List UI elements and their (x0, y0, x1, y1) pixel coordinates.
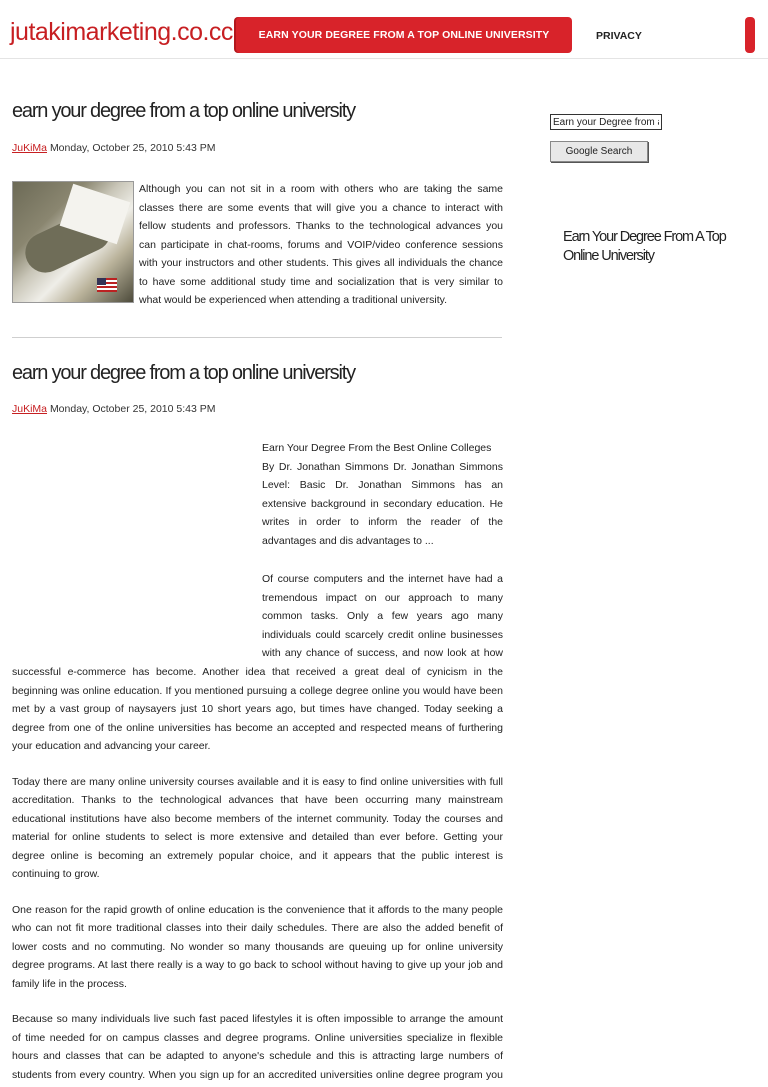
text-line: Because so many individuals live such fast paced lifestyles it is often impossible to arrange the amount (12, 1013, 503, 1025)
post-date: Monday, October 25, 2010 5:43 PM (49, 142, 216, 154)
google-search-button[interactable]: Google Search (550, 141, 648, 162)
post-date: Monday, October 25, 2010 5:43 PM (49, 403, 216, 415)
text-line: writes in order to inform the reader of the (262, 516, 503, 528)
text-line: Today there are many online university courses available and it is easy to find online universities with full (12, 775, 503, 788)
post-author-link[interactable]: JuKiMa (12, 142, 48, 154)
text-line: One reason for the rapid growth of online education is the convenience that it affords to the many people (12, 903, 503, 916)
post-body-narrow (262, 570, 503, 663)
post-intro (262, 439, 503, 550)
text-line: with any chance of success, and now look at how (262, 647, 503, 659)
text-line: Of course computers and the internet have had a (262, 573, 503, 585)
text-line: extensive background in secondary education. He (262, 497, 503, 510)
text-line: to have some additional study time and socialization that is very similar to (139, 275, 503, 288)
text-line: individuals could scarcely credit online businesses (262, 628, 503, 641)
nav-tab-earn-degree[interactable]: EARN YOUR DEGREE FROM A TOP ONLINE UNIVERSITY (236, 17, 572, 53)
text-line: Earn Your Degree From the Best Online Colleges (262, 442, 492, 454)
header-decoration (745, 17, 755, 53)
paragraph (12, 901, 503, 994)
text-line: students from every country. When you sign up for an accredited universities online degree program you (12, 1068, 503, 1081)
text-line: successful e-commerce has become. Another idea that received a great deal of cynicism in the (12, 666, 503, 678)
text-line: your education and advancing your career. (12, 740, 211, 752)
text-line: hours and classes that can be adapted to anyone's schedule and this is attracting large numbers of (12, 1050, 503, 1062)
post-author-link[interactable]: JuKiMa (12, 403, 48, 415)
header-divider (0, 58, 768, 59)
nav-tab-privacy[interactable]: PRIVACY (596, 30, 642, 42)
text-line: degree from one of the online universities has become an accepted and respected means of furthering (12, 721, 503, 734)
text-line: Level: Basic Dr. Jonathan Simmons has an (262, 479, 503, 491)
text-line: lower costs and no commuting. No wonder so many thousands are queuing up for online university (12, 940, 503, 953)
post-divider (12, 337, 502, 338)
text-line: family life in the process. (12, 977, 127, 990)
text-line: who can not fit more traditional classes into their daily schedules. There are also the added benefit of (12, 922, 503, 934)
text-line: continuing to grow. (12, 868, 100, 880)
post-meta (12, 142, 216, 154)
text-line: accreditation. Thanks to the technological advances that have been occurring many mainstream (12, 794, 503, 806)
text-line: Although you can not sit in a room with others who are taking the same (139, 183, 503, 195)
paragraph (12, 773, 503, 884)
text-line: educational institutions have also become members of the internet community. Today the courses and (12, 812, 503, 825)
post-meta (12, 403, 216, 415)
text-line: common tasks. Only a few years ago many (262, 610, 503, 622)
text-line: beginning was online education. If you mentioned pursuing a college degree online you would have been (12, 684, 503, 697)
text-line: degree programs. At last there really is a way to go back to school without having to give up your job and (12, 959, 503, 971)
text-line: what would be experienced when attending a traditional university. (139, 294, 447, 306)
soldier-studying-image (12, 181, 134, 303)
text-line: material for online students to select is more extensive and detailed than ever before. Getting your (12, 831, 503, 843)
post-title[interactable]: earn your degree from a top online university (12, 362, 355, 384)
text-line: can participate in chat-rooms, forums and VOIP/video conference sessions (139, 238, 503, 251)
text-line: By Dr. Jonathan Simmons Dr. Jonathan Simmons (262, 460, 503, 473)
text-line: met by a vast group of naysayers just 10 short years ago, but times have changed. Today seeking a (12, 703, 503, 715)
post-excerpt (139, 180, 503, 310)
text-line: degree online is becoming an extremely popular choice, and it appears that the public interest is (12, 849, 503, 862)
search-input[interactable] (550, 114, 662, 130)
text-line: tremendous impact on our approach to many (262, 591, 503, 604)
text-line: fellow students and professors. Thanks to the technological advances you (139, 220, 503, 232)
text-line: advantages and dis advantages to ... (262, 534, 434, 547)
post-body (12, 663, 503, 1084)
text-line: with your instructors and other students. This gives all individuals the chance (139, 257, 503, 269)
sidebar-heading[interactable]: Earn Your Degree From A Top Online University (563, 229, 726, 264)
paragraph (12, 1010, 503, 1084)
paragraph (12, 663, 503, 756)
text-line: of time needed for on campus classes and degree programs. Online universities specialize in flexible (12, 1031, 503, 1044)
post-title[interactable]: earn your degree from a top online university (12, 100, 355, 122)
site-title[interactable]: jutakimarketing.co.cc (10, 18, 233, 46)
text-line: classes there are some events that will give you a chance to interact with (139, 201, 503, 214)
